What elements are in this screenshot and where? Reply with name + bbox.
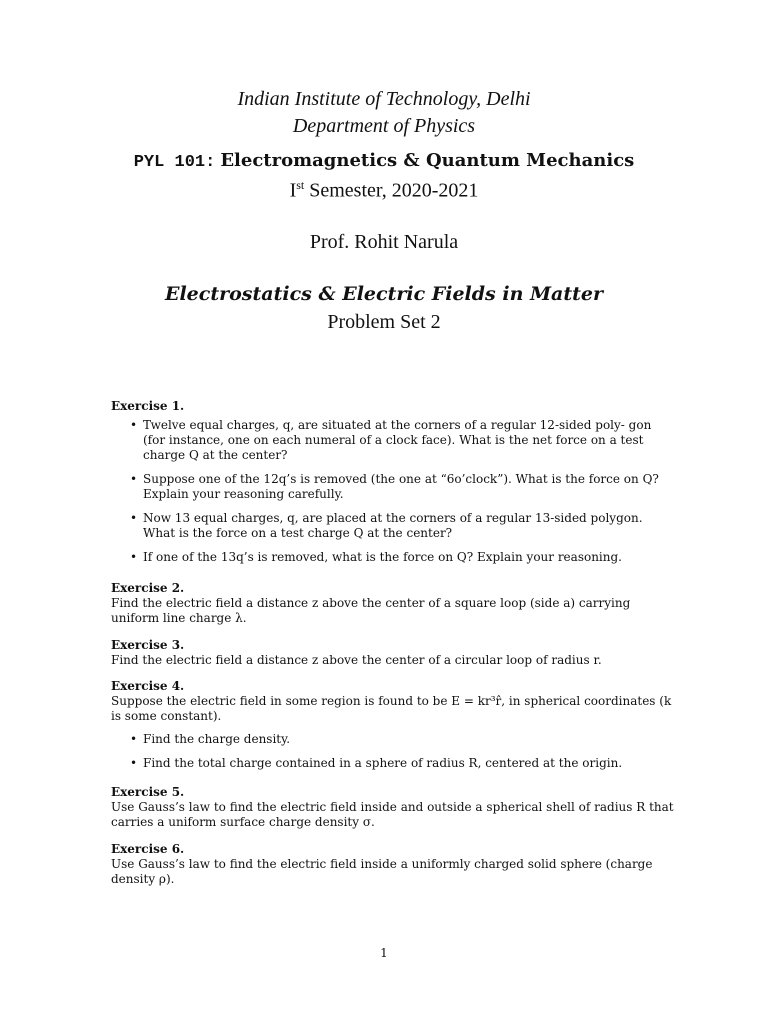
course-title (0, 149, 768, 172)
exercise-title: Exercise 3. (111, 638, 185, 652)
list-item-text: Find the total charge contained in a sphere of radius R, centered at the origin. (143, 756, 623, 770)
bullet-icon: • (130, 756, 138, 770)
bullet-icon: • (130, 418, 138, 432)
list-item-text: Suppose one of the 12q’s is removed (the one at “6o’clock”). What is the force on Q? Explain your reasoning carefully. (143, 472, 659, 501)
exercise-2 (111, 581, 677, 626)
topic-title: Electrostatics & Electric Fields in Matter (164, 283, 604, 305)
course-code: PYL 101: (133, 153, 216, 172)
list-item (111, 472, 677, 502)
exercise-3 (111, 638, 677, 668)
exercise-title: Exercise 6. (111, 842, 185, 856)
exercise-text: Find the electric field a distance z above the center of a circular loop of radius r. (111, 653, 602, 667)
bullet-icon: • (130, 732, 138, 746)
exercise-text: Find the electric field a distance z above the center of a square loop (side a) carrying uniform line charge λ. (111, 596, 631, 625)
page-number: 1 (380, 946, 388, 960)
semester-line (0, 178, 768, 203)
exercise-text: Use Gauss’s law to find the electric field inside a uniformly charged solid sphere (charge density ρ). (111, 857, 653, 886)
exercise-title: Exercise 2. (111, 581, 185, 595)
list-item-text: Now 13 equal charges, q, are placed at the corners of a regular 13-sided polygon. What is the force on a test charge Q at the center? (143, 511, 643, 540)
exercise-5 (111, 785, 677, 830)
list-item (111, 732, 677, 747)
exercise-4 (111, 679, 677, 771)
list-item (111, 756, 677, 771)
list-item (111, 511, 677, 541)
course-name: Electromagnetics & Quantum Mechanics (220, 150, 635, 171)
list-item-text: Twelve equal charges, q, are situated at the corners of a regular 12-sided poly- gon (for instance, one on each numeral of a clock face). What is the net force on a test charge Q at the center? (143, 418, 652, 462)
exercise-title: Exercise 5. (111, 785, 185, 799)
bullet-icon: • (130, 472, 138, 486)
institute-name: Indian Institute of Technology, Delhi (237, 88, 531, 110)
bullet-list (111, 418, 677, 565)
list-item (111, 418, 677, 463)
exercise-1 (111, 399, 677, 565)
semester-superscript: st (296, 178, 305, 192)
problem-set-title: Problem Set 2 (327, 311, 441, 333)
exercise-list (111, 399, 677, 887)
list-item-text: If one of the 13q’s is removed, what is the force on Q? Explain your reasoning. (143, 550, 622, 564)
semester-text: Semester, 2020-2021 (304, 179, 479, 202)
exercise-6 (111, 842, 677, 887)
exercise-title: Exercise 4. (111, 679, 185, 693)
exercise-title: Exercise 1. (111, 399, 185, 413)
list-item-text: Find the charge density. (143, 732, 291, 746)
professor-name: Prof. Rohit Narula (309, 231, 459, 253)
exercise-text: Suppose the electric field in some region is found to be E = kr³r̂, in spherical coordinates (k is some constant). (111, 694, 672, 723)
bullet-icon: • (130, 550, 138, 564)
bullet-icon: • (130, 511, 138, 525)
exercise-text: Use Gauss’s law to find the electric field inside and outside a spherical shell of radius R that carries a uniform surface charge density σ. (111, 800, 674, 829)
list-item (111, 550, 677, 565)
semester-ordinal: I (289, 179, 297, 202)
department-name: Department of Physics (292, 115, 476, 137)
bullet-list (111, 732, 677, 771)
